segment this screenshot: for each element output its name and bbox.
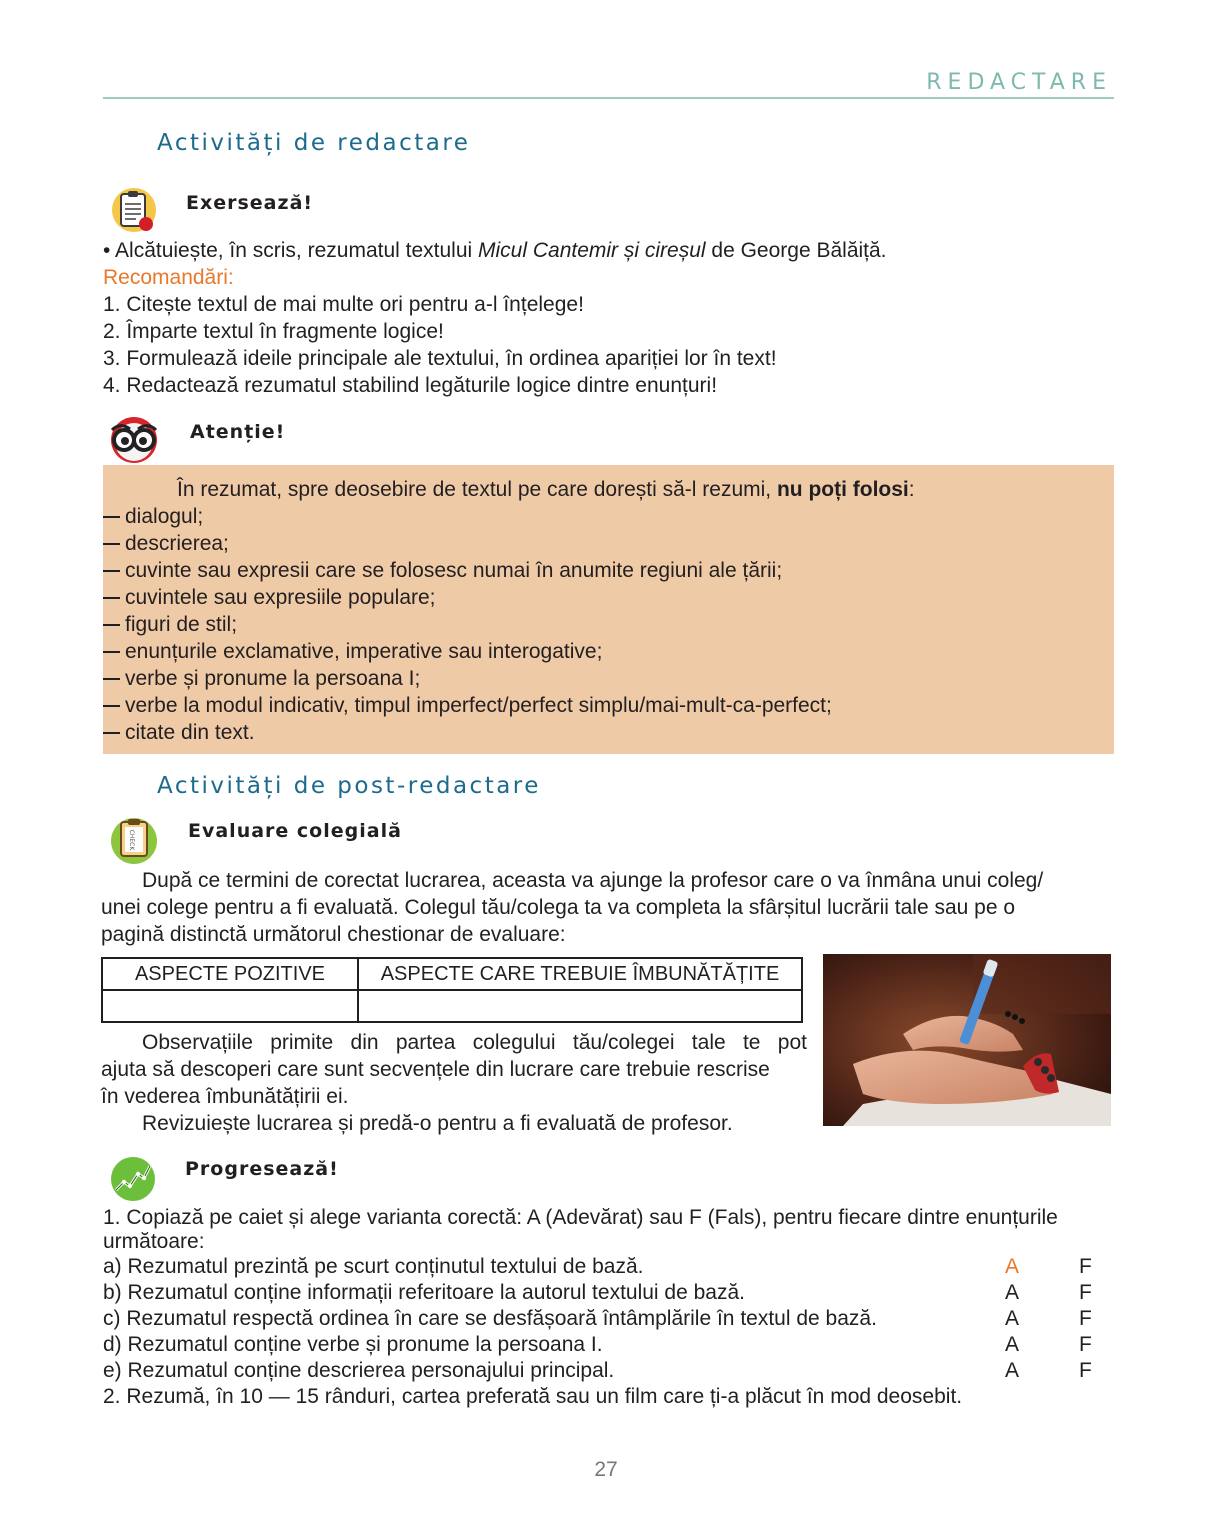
statement-text: d) Rezumatul conține verbe și pronume la persoana I. bbox=[103, 1333, 603, 1356]
statement-row bbox=[103, 1358, 1114, 1384]
revise-line: Revizuiește lucrarea și predă-o pentru a fi evaluată de profesor. bbox=[142, 1112, 733, 1135]
obs-line: Observațiile primite din partea colegului tău/colegei tale te pot bbox=[142, 1031, 807, 1054]
statement-row bbox=[103, 1306, 1114, 1332]
obs-line: ajuta să descoperi care sunt secvențele din lucrare care trebuie rescrise bbox=[101, 1058, 770, 1081]
answer-a[interactable]: A bbox=[1005, 1255, 1020, 1278]
evaluation-table bbox=[101, 957, 803, 1023]
question-2: 2. Rezumă, în 10 — 15 rânduri, cartea preferată sau un film care ți-a plăcut în mod deosebit. bbox=[103, 1385, 963, 1408]
forbidden-item: citate din text. bbox=[103, 719, 1114, 746]
progreseaza-block bbox=[103, 1206, 1114, 1410]
table-cell-empty bbox=[102, 990, 358, 1022]
step-item: 1. Citește textul de mai multe ori pentru a-l înțelege! bbox=[103, 293, 584, 316]
answer-a[interactable]: A bbox=[1005, 1359, 1020, 1382]
task-title-italic: Micul Cantemir și cireșul bbox=[478, 239, 706, 262]
para-line: unei colege pentru a fi evaluată. Colegul tău/colega ta va completa la sfârșitul lucrării tale sau pe o bbox=[101, 896, 1016, 919]
exerseaza-block bbox=[103, 237, 1114, 399]
forbidden-item: verbe și pronume la persoana I; bbox=[103, 665, 1114, 692]
atentie-content bbox=[103, 476, 1114, 746]
statement-text: c) Rezumatul respectă ordinea în care se desfășoară întâmplările în textul de bază. bbox=[103, 1307, 877, 1330]
statement-text: b) Rezumatul conține informații referitoare la autorul textului de bază. bbox=[103, 1281, 745, 1304]
task-line bbox=[103, 237, 1114, 264]
running-header: REDACTARE bbox=[926, 70, 1112, 95]
table-header-positive: ASPECTE POZITIVE bbox=[102, 958, 358, 990]
forbidden-item: dialogul; bbox=[103, 503, 1114, 530]
icon-text: CHECK bbox=[128, 829, 135, 851]
statement-row bbox=[103, 1254, 1114, 1280]
forbidden-item: verbe la modul indicativ, timpul imperfect/perfect simplu/mai-mult-ca-perfect; bbox=[103, 692, 1114, 719]
section-title-redactare: Activități de redactare bbox=[157, 130, 471, 156]
header-rule bbox=[103, 97, 1114, 99]
intro-end: : bbox=[908, 478, 915, 501]
forbidden-item: descrierea; bbox=[103, 530, 1114, 557]
recommendations-label: Recomandări: bbox=[103, 266, 234, 289]
table-header-improve: ASPECTE CARE TREBUIE ÎMBUNĂTĂȚITE bbox=[358, 958, 802, 990]
para-line: pagină distinctă următorul chestionar de evaluare: bbox=[101, 923, 566, 946]
question-line: 1. Copiază pe caiet și alege varianta corectă: A (Adevărat) sau F (Fals), pentru fiecare dintre enunțurile bbox=[103, 1206, 1058, 1229]
intro-text: În rezumat, spre deosebire de textul pe care dorești să-l rezumi, bbox=[177, 478, 777, 501]
forbidden-item: cuvintele sau expresiile populare; bbox=[103, 584, 1114, 611]
answer-a[interactable]: A bbox=[1005, 1281, 1020, 1304]
table-row bbox=[102, 990, 802, 1022]
atentie-intro bbox=[103, 476, 1114, 503]
answer-a[interactable]: A bbox=[1005, 1307, 1020, 1330]
step-item: 2. Împarte textul în fragmente logice! bbox=[103, 320, 444, 343]
statement-row bbox=[103, 1280, 1114, 1306]
intro-bold: nu poți folosi bbox=[776, 478, 909, 501]
step-item: 4. Redactează rezumatul stabilind legăturile logice dintre enunțuri! bbox=[103, 374, 718, 397]
page-number: 27 bbox=[594, 1458, 618, 1481]
writing-hands-photo bbox=[823, 954, 1111, 1126]
forbidden-item: cuvinte sau expresii care se folosesc numai în anumite regiuni ale țării; bbox=[103, 557, 1114, 584]
task-prefix: • Alcătuiește, în scris, rezumatul textului bbox=[103, 239, 479, 262]
atentie-label: Atenție! bbox=[190, 421, 286, 443]
section-title-post-redactare: Activități de post-redactare bbox=[157, 773, 541, 799]
clipboard-icon bbox=[112, 186, 158, 234]
step-item: 3. Formulează ideile principale ale textului, în ordinea apariției lor în text! bbox=[103, 347, 777, 370]
answer-a[interactable]: A bbox=[1005, 1333, 1020, 1356]
forbidden-item: enunțurile exclamative, imperative sau interogative; bbox=[103, 638, 1114, 665]
answer-f[interactable]: F bbox=[1079, 1281, 1092, 1304]
progress-chart-icon bbox=[110, 1156, 156, 1202]
para-line: După ce termini de corectat lucrarea, aceasta va ajunge la profesor care o va înmâna unui coleg/ bbox=[142, 869, 1044, 892]
statement-text: e) Rezumatul conține descrierea personajului principal. bbox=[103, 1359, 615, 1382]
exerseaza-label: Exersează! bbox=[186, 192, 314, 214]
obs-line: în vederea îmbunătățirii ei. bbox=[101, 1085, 349, 1108]
table-header-row bbox=[102, 958, 802, 990]
table-cell-empty bbox=[358, 990, 802, 1022]
checklist-clipboard-icon bbox=[110, 814, 158, 866]
progreseaza-label: Progresează! bbox=[185, 1158, 339, 1180]
question-line: următoare: bbox=[103, 1230, 205, 1253]
statement-row bbox=[103, 1332, 1114, 1358]
answer-f[interactable]: F bbox=[1079, 1333, 1092, 1356]
answer-f[interactable]: F bbox=[1079, 1255, 1092, 1278]
forbidden-item: figuri de stil; bbox=[103, 611, 1114, 638]
answer-f[interactable]: F bbox=[1079, 1359, 1092, 1382]
evaluare-paragraph bbox=[101, 867, 1112, 948]
task-suffix: de George Bălăiță. bbox=[705, 239, 887, 262]
owl-eyes-icon bbox=[106, 416, 162, 464]
observations-paragraph bbox=[101, 1029, 807, 1137]
statement-text: a) Rezumatul prezintă pe scurt conținutul textului de bază. bbox=[103, 1255, 644, 1278]
answer-f[interactable]: F bbox=[1079, 1307, 1092, 1330]
evaluare-label: Evaluare colegială bbox=[188, 820, 402, 842]
